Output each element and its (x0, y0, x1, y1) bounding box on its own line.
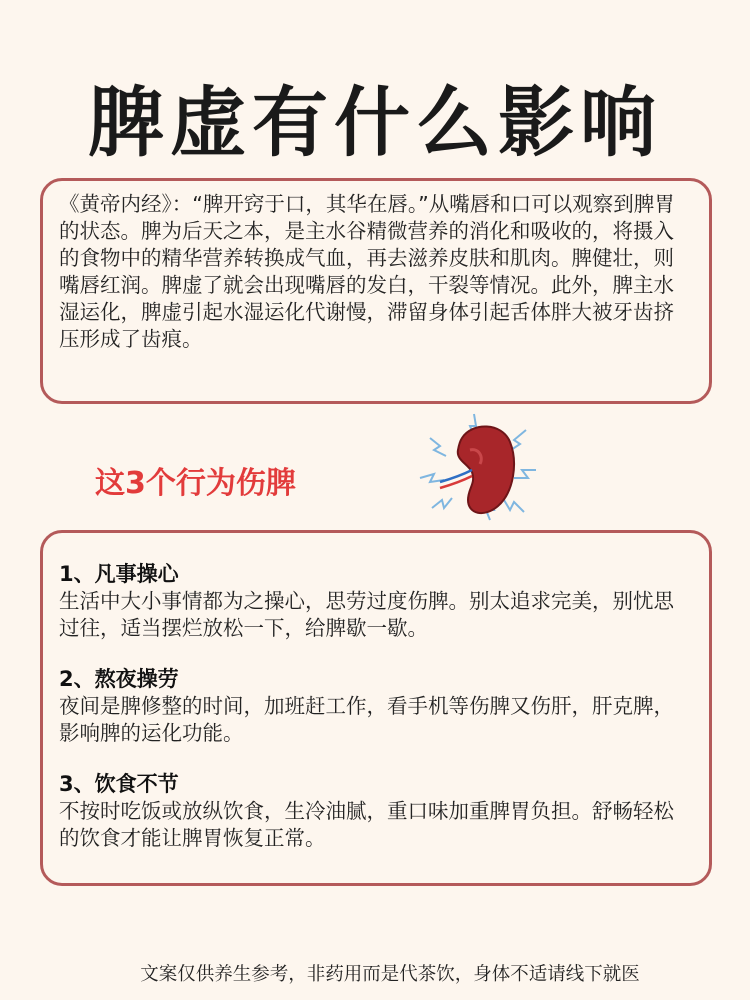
spleen-icon (410, 408, 546, 526)
tip-title: 3、饮食不节 (59, 772, 179, 796)
page-title: 脾虚有什么影响 (88, 78, 662, 167)
tip-item (59, 771, 693, 852)
tip-item (59, 561, 693, 642)
intro-box (40, 178, 712, 404)
tip-item (59, 666, 693, 747)
tip-text: 夜间是脾修整的时间，加班赶工作，看手机等伤脾又伤肝，肝克脾，影响脾的运化功能。 (59, 694, 674, 745)
disclaimer-footer: 文案仅供养生参考，非药用而是代茶饮，身体不适请线下就医 (140, 964, 640, 985)
tip-text: 生活中大小事情都为之操心，思劳过度伤脾。别太追求完美，别忧思过往，适当摆烂放松一下，给脾歇一歇。 (59, 589, 674, 640)
tips-box (40, 530, 712, 886)
intro-text: 《黄帝内经》：“脾开窍于口，其华在唇。”从嘴唇和口可以观察到脾胃的状态。脾为后天之本，是主水谷精微营养的消化和吸收的，将摄入的食物中的精华营养转换成气血，再去滋养皮肤和肌肉。脾健壮，则嘴唇红润。脾虚了就会出现嘴唇的发白，干裂等情况。此外，脾主水湿运化，脾虚引起水湿运化代谢慢，滞留身体引起舌体胖大被牙齿挤压形成了齿痕。 (59, 192, 675, 351)
spleen-vessels (440, 470, 472, 488)
spleen-organ (458, 426, 514, 513)
section-title: 这3个行为伤脾 (95, 466, 296, 501)
tip-title: 2、熬夜操劳 (59, 667, 179, 691)
tip-text: 不按时吃饭或放纵饮食，生冷油腻，重口味加重脾胃负担。舒畅轻松的饮食才能让脾胃恢复正常。 (59, 799, 674, 850)
tip-title: 1、凡事操心 (59, 562, 179, 586)
